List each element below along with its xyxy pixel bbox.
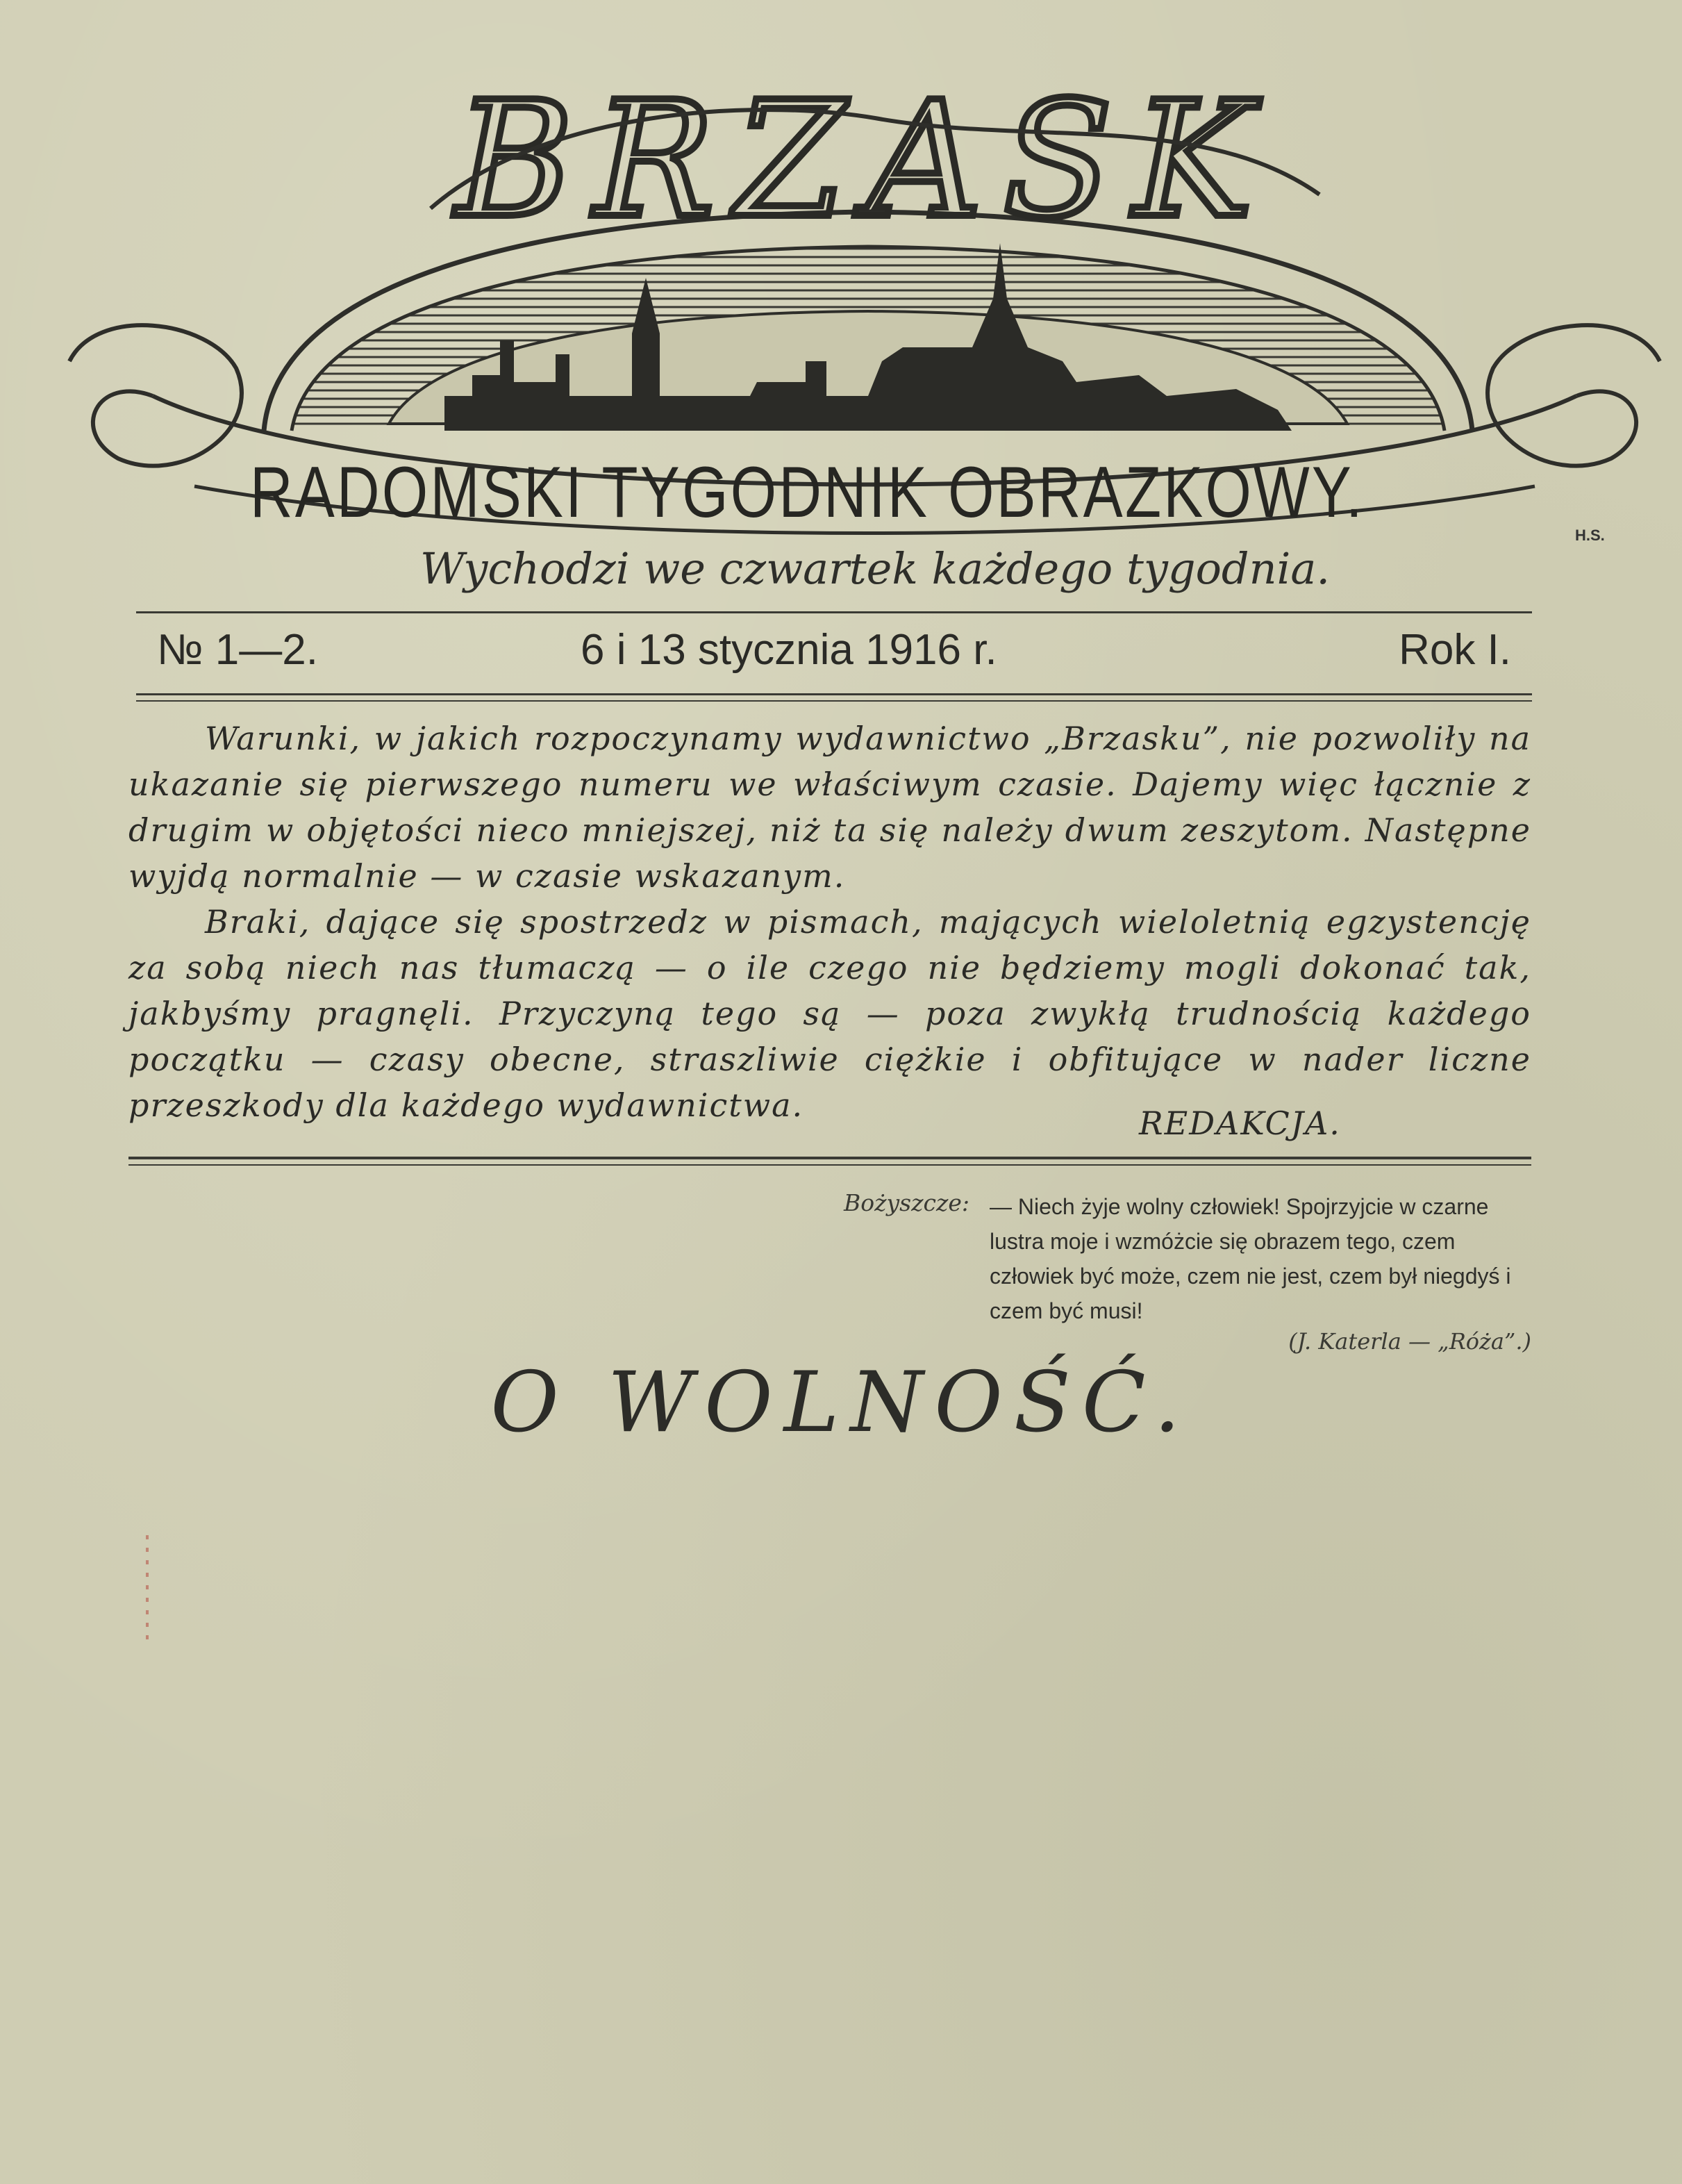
epigraph-source: (J. Katerla — „Róża”.)	[1288, 1328, 1531, 1355]
epigraph-speaker: Bożyszcze:	[844, 1189, 969, 1216]
issue-number: № 1—2.	[157, 626, 318, 674]
editorial-paragraph-2: Braki, dające się spostrzedz w pismach, mających wieloletnią egzystencję za sobą niech nas tłumaczą — o ile czego nie będziemy mogli dokonać tak, jakbyśmy pragnęli. Przyczyną tego są — poza zwykłą trudnością każdego początku — czasy obecne, straszliwie ciężkie i obfitujące w nader liczne przeszkody dla każdego wydawnictwa.	[128, 903, 1531, 1124]
section-rule-1	[128, 1157, 1531, 1159]
masthead-subtitle: RADOMSKI TYGODNIK OBRAZKOWY.	[250, 452, 1365, 533]
editorial-paragraph-1: Warunki, w jakich rozpoczynamy wydawnictwo „Brzasku”, nie pozwoliły na ukazanie się pierwszego numeru we właściwym czasie. Dajemy więc łącznie z drugim w objętości nieco mniejszej, niż ta się należy dwum zeszytom. Następne wyjdą normalnie — w czasie wskazanym.	[128, 720, 1531, 895]
issue-info-row	[136, 625, 1525, 688]
epigraph-text: — Niech żyje wolny człowiek! Spojrzyjcie w czarne lustra moje i wzmóżcie się obrazem tego, czem człowiek być może, czem nie jest, czem był niegdyś i czem być musi!	[990, 1194, 1511, 1323]
publication-frequency: Wychodzi we czwartek każdego tygodnia.	[419, 543, 1331, 594]
editorial-notice	[128, 715, 1531, 1128]
article-title: O WOLNOŚĆ.	[490, 1355, 1192, 1451]
header-rule-bottom-2	[136, 700, 1532, 702]
section-rule-2	[128, 1164, 1531, 1166]
header-rule-bottom-1	[136, 693, 1532, 695]
margin-stain	[146, 1535, 149, 1639]
artist-initials: H.S.	[1575, 527, 1605, 544]
issue-year: Rok I.	[1399, 626, 1511, 674]
issue-date: 6 i 13 stycznia 1916 r.	[581, 626, 997, 674]
masthead-logo-text: BRZASK	[456, 69, 1274, 254]
editorial-signature: REDAKCJA.	[1139, 1105, 1341, 1142]
header-rule-top	[136, 611, 1532, 613]
